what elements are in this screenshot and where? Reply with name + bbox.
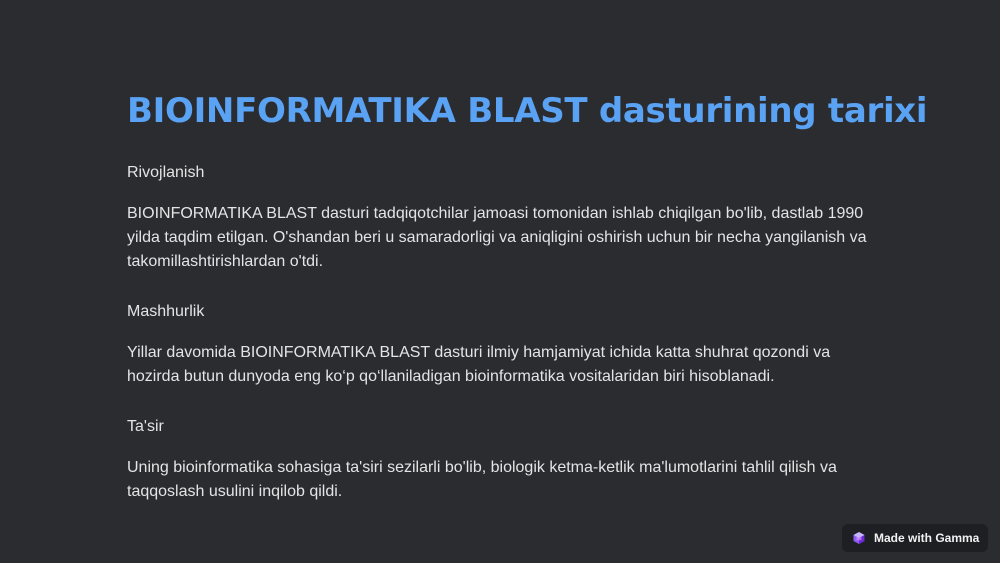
section-heading-popularity: Mashhurlik — [127, 303, 205, 320]
gamma-logo-icon — [852, 531, 866, 545]
section-heading-impact: Ta'sir — [127, 418, 164, 435]
section-text-impact: Uning bioinformatika sohasiga ta'siri sezilarli bo'lib, biologik ketma-ketlik ma'lumotlarini tahlil qilish va taqqoslash usulini inqilob qildi. — [127, 459, 837, 500]
section-text-development: BIOINFORMATIKA BLAST dasturi tadqiqotchilar jamoasi tomonidan ishlab chiqilgan bo'lib, dastlab 1990 yilda taqdim etilgan. O'shandan beri u samaradorligi va aniqligini oshirish uchun bir necha yangilanish va takomillashtirishlardan o'tdi. — [127, 205, 867, 270]
badge-label: Made with Gamma — [874, 531, 980, 545]
slide-content — [127, 87, 947, 504]
slide-title: BIOINFORMATIKA BLAST dasturining tarixi — [127, 91, 928, 131]
section-heading-development: Rivojlanish — [127, 164, 205, 181]
made-with-gamma-button[interactable] — [842, 524, 988, 552]
section-text-popularity: Yillar davomida BIOINFORMATIKA BLAST dasturi ilmiy hamjamiyat ichida katta shuhrat qozondi va hozirda butun dunyoda eng ko‘p qo‘llaniladigan bioinformatika vositalaridan biri hisoblanadi. — [127, 344, 831, 385]
